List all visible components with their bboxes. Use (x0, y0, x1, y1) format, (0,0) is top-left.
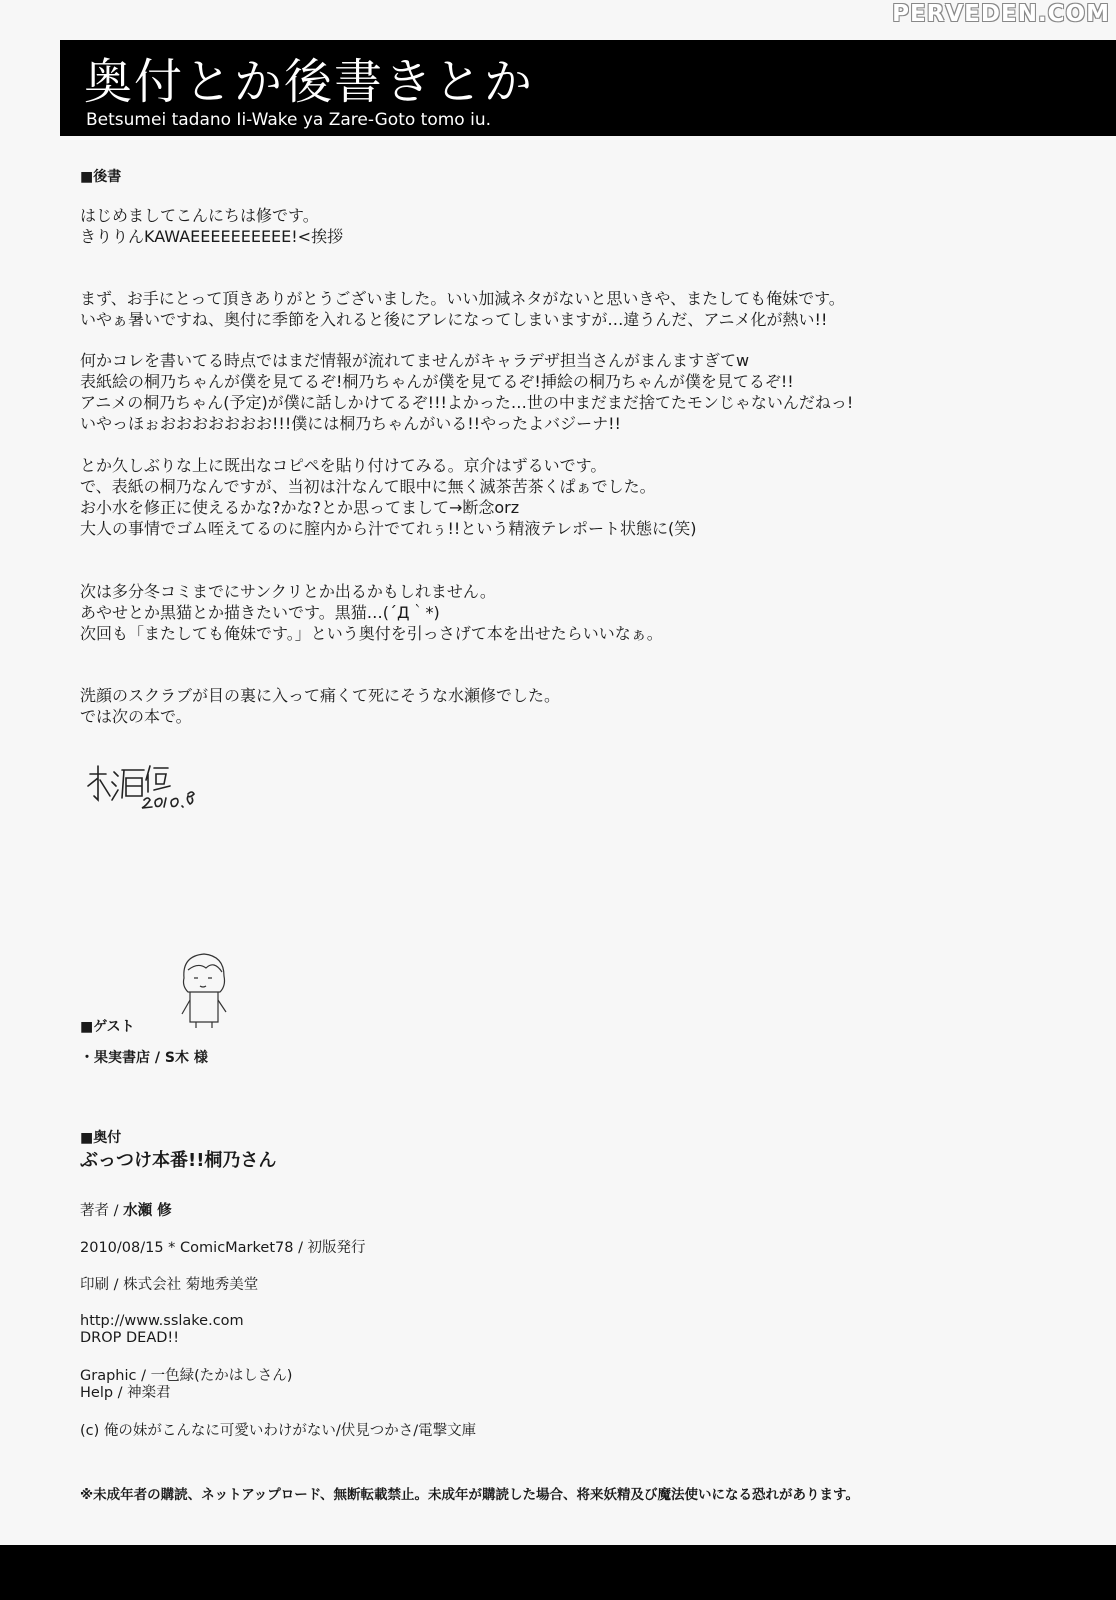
copyright-line: (c) 俺の妹がこんなに可愛いわけがない/伏見つかさ/電撃文庫 (80, 1423, 477, 1439)
paragraph-line: とか久しぶりな上に既出なコピペを貼り付けてみる。京介はずるいです。 (80, 456, 607, 475)
paragraph-line: アニメの桐乃ちゃん(予定)が僕に話しかけてるぞ!!!よかった…世の中まだまだ捨てたモンじゃないんだねっ! (80, 393, 854, 412)
paragraph-line: では次の本で。 (80, 707, 192, 726)
website-url: http://www.sslake.com (80, 1313, 244, 1329)
book-title: ぶっつけ本番!!桐乃さん (80, 1150, 277, 1171)
paragraph-line: いやっほぉおおおおおおお!!!僕には桐乃ちゃんがいる!!やったよバジーナ!! (80, 414, 621, 433)
graphic-credit: Graphic / 一色緑(たかはしさん) (80, 1368, 293, 1384)
paragraph-line: 何かコレを書いてる時点ではまだ情報が流れてませんがキャラデザ担当さんがまんますぎてw (80, 351, 750, 370)
colophon-heading: ■奥付 (80, 1130, 122, 1146)
paragraph-line: いやぁ暑いですね、奥付に季節を入れると後にアレになってしまいますが…違うんだ、アニメ化が熱い!! (80, 310, 828, 329)
afterword-heading: ■後書 (80, 169, 122, 185)
page-title: 奥付とか後書きとか (84, 54, 535, 110)
handwritten-signature (84, 752, 204, 812)
footer-bar (0, 1545, 1116, 1600)
paragraph-line: まず、お手にとって頂きありがとうございました。いい加減ネタがないと思いきや、またしても俺妹です。 (80, 289, 845, 308)
guest-entry: ・果実書店 / S木 様 (80, 1050, 208, 1066)
paragraph-line: あやせとか黒猫とか描きたいです。黒猫…(´Д｀*) (80, 603, 440, 622)
publication-date: 2010/08/15 * ComicMarket78 / 初版発行 (80, 1240, 366, 1256)
help-credit: Help / 神楽君 (80, 1385, 171, 1401)
greeting-line: はじめましてこんにちは修です。 (80, 206, 319, 225)
legal-notice: ※未成年者の購読、ネットアップロード、無断転載禁止。未成年が購読した場合、将来妖精及び魔法使いになる恐れがあります。 (80, 1487, 859, 1503)
greeting-line: きりりんKAWAEEEEEEEEEE!<挨拶 (80, 227, 344, 246)
site-watermark: PERVEDEN.COM (892, 1, 1110, 27)
paragraph-line: お小水を修正に使えるかな?かな?とか思ってまして→断念orz (80, 498, 520, 517)
paragraph-line: 次は多分冬コミまでにサンクリとか出るかもしれません。 (80, 582, 496, 601)
paragraph-line: 次回も「またしても俺妹です。」という奥付を引っさげて本を出せたらいいなぁ。 (80, 624, 663, 643)
header-bar (60, 40, 1116, 136)
printer-line: 印刷 / 株式会社 菊地秀美堂 (80, 1277, 259, 1293)
paragraph-line: で、表紙の桐乃なんですが、当初は汁なんて眼中に無く滅茶苦茶くぱぁでした。 (80, 477, 656, 496)
paragraph-line: 大人の事情でゴム咥えてるのに膣内から汁でてれぅ!!という精液テレポート状態に(笑) (80, 519, 697, 538)
chibi-character-drawing (176, 948, 232, 1030)
author-line (80, 1203, 172, 1220)
author-label: 著者 / (80, 1203, 124, 1219)
page-subtitle: Betsumei tadano Ii-Wake ya Zare-Goto tomo iu. (86, 110, 492, 130)
author-name: 水瀬 修 (123, 1203, 172, 1219)
circle-name: DROP DEAD!! (80, 1330, 180, 1346)
guest-heading: ■ゲスト (80, 1019, 135, 1035)
paragraph-line: 洗顔のスクラブが目の裏に入って痛くて死にそうな水瀬修でした。 (80, 686, 561, 705)
paragraph-line: 表紙絵の桐乃ちゃんが僕を見てるぞ!桐乃ちゃんが僕を見てるぞ!挿絵の桐乃ちゃんが僕を見てるぞ!! (80, 372, 794, 391)
